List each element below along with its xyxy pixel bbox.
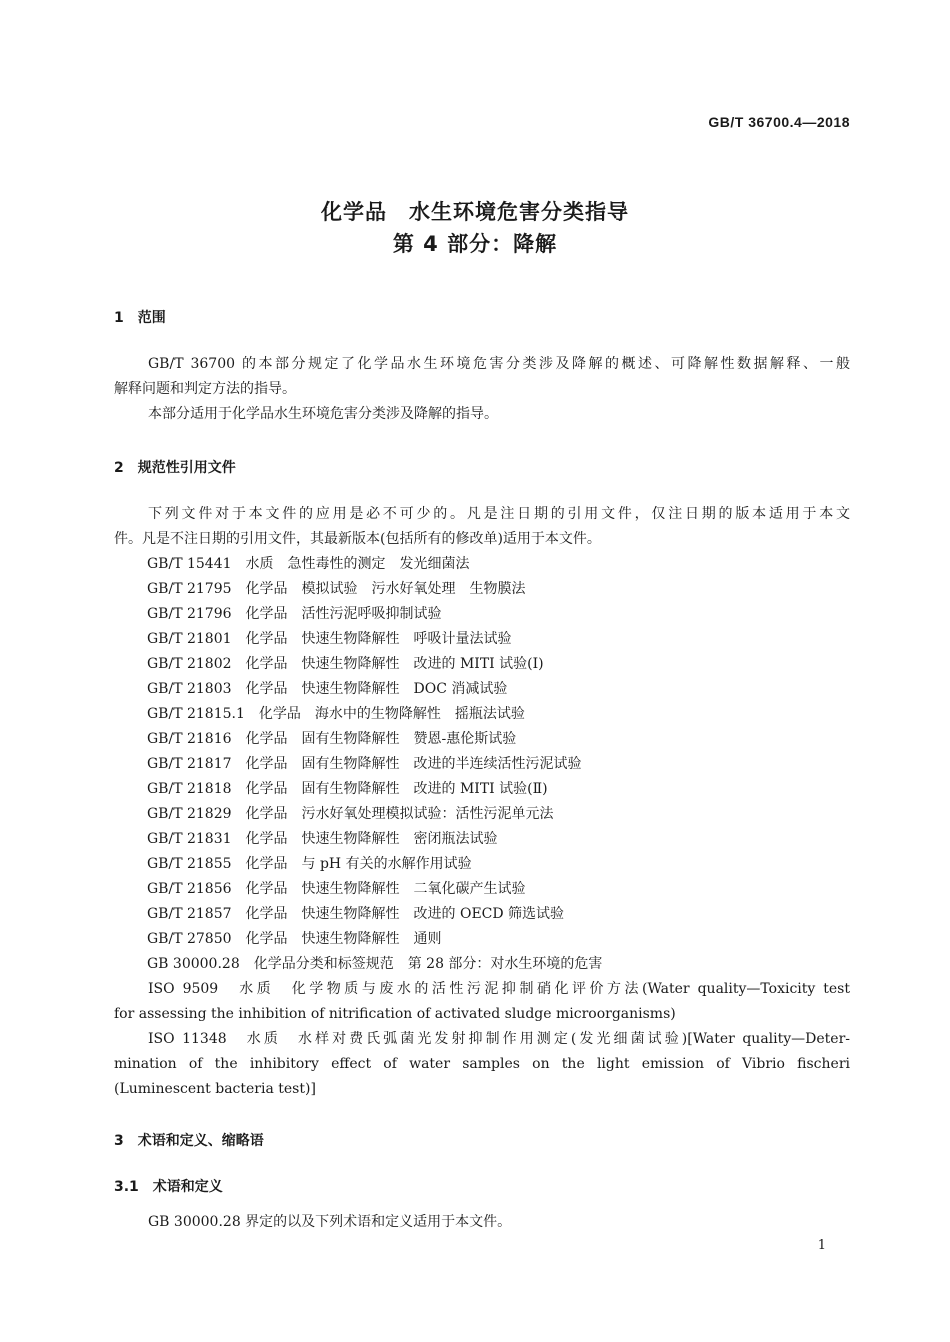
section-1-paragraph-1 — [114, 352, 850, 402]
reference-item: GB/T 21803 化学品 快速生物降解性 DOC 消减试验 — [147, 681, 508, 697]
standard-code: GB/T 36700.4—2018 — [708, 114, 850, 130]
section-1-heading: 1 范围 — [114, 310, 166, 326]
section-2-intro-line-1: 下列文件对于本文件的应用是必不可少的。凡是注日期的引用文件，仅注日期的版本适用于本文 — [148, 506, 850, 522]
reference-item: GB/T 21815.1 化学品 海水中的生物降解性 摇瓶法试验 — [147, 706, 525, 722]
title-line-2: 第 4 部分：降解 — [392, 232, 558, 256]
reference-item: GB/T 21795 化学品 模拟试验 污水好氧处理 生物膜法 — [147, 581, 526, 597]
iso-11348-line-1: ISO 11348 水质 水样对费氏弧菌光发射抑制作用测定(发光细菌试验)[Water quality—Deter- — [148, 1031, 850, 1047]
reference-item: GB/T 27850 化学品 快速生物降解性 通则 — [147, 931, 442, 947]
title-line-1: 化学品 水生环境危害分类指导 — [321, 200, 629, 224]
reference-item: GB/T 21855 化学品 与 pH 有关的水解作用试验 — [147, 856, 472, 872]
reference-item: GB/T 21816 化学品 固有生物降解性 赞恩-惠伦斯试验 — [147, 731, 517, 747]
reference-item: GB 30000.28 化学品分类和标签规范 第 28 部分：对水生环境的危害 — [147, 956, 603, 972]
reference-item: GB/T 15441 水质 急性毒性的测定 发光细菌法 — [147, 556, 470, 572]
reference-iso-11348 — [114, 1027, 850, 1102]
section-1-paragraph-2 — [114, 402, 850, 427]
reference-item: GB/T 21856 化学品 快速生物降解性 二氧化碳产生试验 — [147, 881, 526, 897]
section-2-intro-line-2: 件。凡是不注日期的引用文件，其最新版本(包括所有的修改单)适用于本文件。 — [114, 531, 601, 547]
page-number: 1 — [817, 1238, 826, 1253]
iso-11348-line-3: (Luminescent bacteria test)] — [114, 1081, 316, 1097]
section-3-1-heading: 3.1 术语和定义 — [114, 1179, 223, 1195]
document-title — [0, 196, 950, 260]
reference-item: GB/T 21818 化学品 固有生物降解性 改进的 MITI 试验(Ⅱ) — [147, 781, 548, 797]
reference-item: GB/T 21829 化学品 污水好氧处理模拟试验：活性污泥单元法 — [147, 806, 554, 822]
section-1-p1-line-2: 解释问题和判定方法的指导。 — [114, 381, 296, 397]
reference-item: GB/T 21831 化学品 快速生物降解性 密闭瓶法试验 — [147, 831, 498, 847]
reference-item: GB/T 21817 化学品 固有生物降解性 改进的半连续活性污泥试验 — [147, 756, 582, 772]
reference-item: GB/T 21857 化学品 快速生物降解性 改进的 OECD 筛选试验 — [147, 906, 565, 922]
iso-11348-line-2: mination of the inhibitory effect of water samples on the light emission of Vibrio fischeri — [114, 1056, 850, 1072]
section-3-1-line: GB 30000.28 界定的以及下列术语和定义适用于本文件。 — [148, 1214, 512, 1230]
reference-item: GB/T 21801 化学品 快速生物降解性 呼吸计量法试验 — [147, 631, 512, 647]
section-3-heading: 3 术语和定义、缩略语 — [114, 1133, 264, 1149]
iso-9509-line-1: ISO 9509 水质 化学物质与废水的活性污泥抑制硝化评价方法(Water quality—Toxicity test — [148, 981, 850, 997]
reference-item: GB/T 21802 化学品 快速生物降解性 改进的 MITI 试验(Ⅰ) — [147, 656, 544, 672]
section-2-intro — [114, 502, 850, 552]
iso-9509-line-2: for assessing the inhibition of nitrification of activated sludge microorganisms) — [114, 1006, 676, 1022]
section-1-p1-line-1: GB/T 36700 的本部分规定了化学品水生环境危害分类涉及降解的概述、可降解性数据解释、一般 — [148, 356, 850, 372]
reference-iso-9509 — [114, 977, 850, 1027]
reference-item: GB/T 21796 化学品 活性污泥呼吸抑制试验 — [147, 606, 442, 622]
section-2-heading: 2 规范性引用文件 — [114, 460, 236, 476]
section-3-1-paragraph — [114, 1210, 850, 1235]
section-1-p2-line: 本部分适用于化学品水生环境危害分类涉及降解的指导。 — [148, 406, 498, 422]
